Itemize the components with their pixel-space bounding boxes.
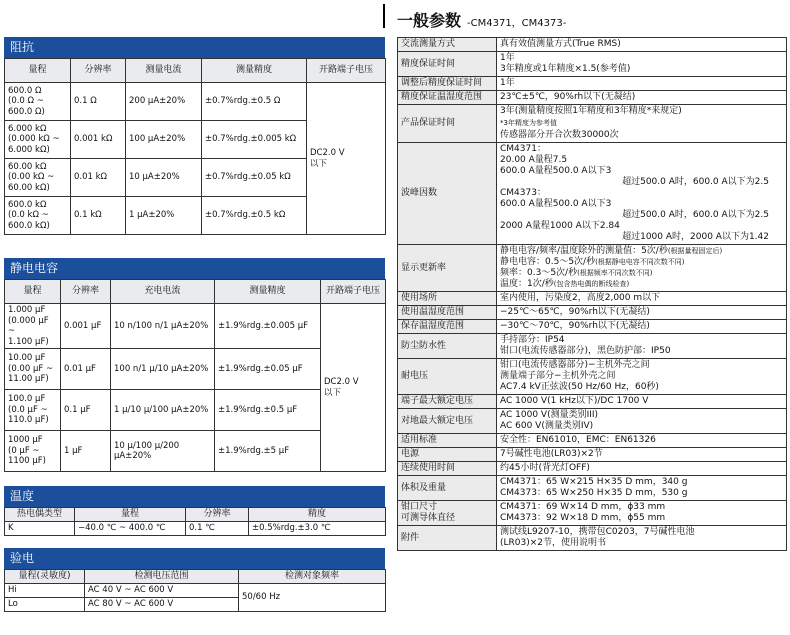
capacitance-section-title: 静电电容	[4, 258, 385, 279]
spec-row: 显示更新率 静电电容/频率/温度除外的测量值：5次/秒(根据量程固定后) 静电电容：0.5～5次/秒(根据静电电容不同次数不同) 频率：0.3～5次/秒(根据频率不同次数不同) 温度：1次/秒(包含热电偶的断线检查)	[398, 245, 787, 292]
col-open-voltage: 开路端子电压	[307, 59, 386, 83]
temperature-table: 热电偶类型 量程 分辨率 精度 K −40.0 ℃ ~ 400.0 ℃ 0.1 ℃ ±0.5%rdg.±3.0 ℃	[4, 507, 386, 536]
col-accuracy: 测量精度	[202, 59, 307, 83]
col-resolution: 分辨率	[71, 59, 126, 83]
spec-row: 精度保证时间 1年 3年精度或1年精度×1.5(参考值)	[398, 52, 787, 77]
spec-row: 波峰因数 CM4371： 20.00 A量程7.5 600.0 A量程500.0 A以下3 超过500.0 A时，600.0 A以下为2.5 CM4373： 600.0 A量程500.0 A以下3 超过500.0 A时，600.0 A以下为2.5 2000 A量程1000 A以下2.84 超过1000 A时，2000 A以下为1.42	[398, 143, 787, 245]
spec-row: 调整后精度保证时间 1年	[398, 77, 787, 91]
table-row: 600.0 Ω (0.0 Ω ~ 600.0 Ω) 0.1 Ω 200 μA±20% ±0.7%rdg.±0.5 Ω DC2.0 V 以下	[5, 83, 386, 121]
spec-row: 附件 测试线L9207-10，携带包C0203，7号碱性电池 (LR03)×2节，使用说明书	[398, 526, 787, 551]
resistance-table	[4, 58, 386, 235]
voltage-detect-section-title: 验电	[4, 548, 385, 569]
spec-row: 适用标准 安全性：EN61010，EMC：EN61326	[398, 434, 787, 448]
spec-row: 保存温湿度范围 −30℃～70℃，90%rh以下(无凝结)	[398, 320, 787, 334]
resistance-section-title: 阻抗	[4, 37, 385, 58]
table-row: 6.000 kΩ (0.000 kΩ ~ 6.000 kΩ) 0.001 kΩ 100 μA±20% ±0.7%rdg.±0.005 kΩ	[5, 121, 386, 159]
spec-row: 使用场所 室内使用，污染度2，高度2,000 m以下	[398, 292, 787, 306]
col-current: 测量电流	[126, 59, 202, 83]
table-row: 1000 μF (0 μF ~ 1100 μF) 1 μF 10 μ/100 μ/200 μA±20% ±1.9%rdg.±5 μF	[5, 431, 386, 472]
page-title: 一般参数 -CM4371，CM4373-	[397, 11, 567, 30]
voltage-detect-table: 量程(灵敏度) 检测电压范围 检测对象频率 Hi AC 40 V ~ AC 600 V 50/60 Hz Lo AC 80 V ~ AC 600 V	[4, 569, 386, 612]
general-spec-table	[397, 37, 787, 551]
col-range: 量程	[5, 59, 71, 83]
spec-row: 体积及重量 CM4371：65 W×215 H×35 D mm，340 g CM4373：65 W×250 H×35 D mm，530 g	[398, 476, 787, 501]
spec-row: 端子最大额定电压 AC 1000 V(1 kHz以下)/DC 1700 V	[398, 395, 787, 409]
spec-row: 精度保证温湿度范围 23℃±5℃，90%rh以下(无凝结)	[398, 91, 787, 105]
table-row: K −40.0 ℃ ~ 400.0 ℃ 0.1 ℃ ±0.5%rdg.±3.0 ℃	[5, 522, 386, 536]
table-row: 60.00 kΩ (0.00 kΩ ~ 60.00 kΩ) 0.01 kΩ 10 μA±20% ±0.7%rdg.±0.05 kΩ	[5, 159, 386, 197]
table-row: Lo AC 80 V ~ AC 600 V	[5, 598, 386, 612]
capacitance-table: 量程 分辨率 充电电流 测量精度 开路端子电压 1.000 μF (0.000 μF ~ 1.100 μF) 0.001 μF 10 n/100 n/1 μA±20% ±1.9%rdg.±0.005 μF DC2.0 V 以下 10.00 μF (0.00 μF ~ 11.00 μF) 0.01 μF 100 n/1 μ/10 μA±20% ±1.9%rdg.±0.05 μF 100.0 μF (0.0 μF ~ 110.0 μF) 0.1 μF 1 μ/10 μ/100 μA±20% ±1.9%rdg.±0.5 μF 1000 μF (0 μF ~ 1100 μF) 1 μF 10 μ/100 μ/200 μA±20% ±1.9%rdg.±5 μF	[4, 279, 386, 472]
spec-row: 连续使用时间 约45小时(背光灯OFF)	[398, 462, 787, 476]
open-voltage-cell: DC2.0 V 以下	[321, 304, 386, 472]
freq-cell: 50/60 Hz	[239, 584, 386, 612]
table-row: 600.0 kΩ (0.0 kΩ ~ 600.0 kΩ) 0.1 kΩ 1 μA±20% ±0.7%rdg.±0.5 kΩ	[5, 197, 386, 235]
divider	[383, 4, 385, 28]
open-voltage-cell: DC2.0 V 以下	[307, 83, 386, 235]
spec-row: 交流测量方式 真有效值测量方式(True RMS)	[398, 38, 787, 52]
spec-row: 防尘防水性 手持部分：IP54 钳口(电流传感器部分)，黑色防护部：IP50	[398, 334, 787, 359]
table-row: Hi AC 40 V ~ AC 600 V 50/60 Hz	[5, 584, 386, 598]
spec-row: 使用温湿度范围 −25℃～65℃，90%rh以下(无凝结)	[398, 306, 787, 320]
spec-row: 对地最大额定电压 AC 1000 V(测量类别III) AC 600 V(测量类别IV)	[398, 409, 787, 434]
spec-row: 电源 7号碱性电池(LR03)×2节	[398, 448, 787, 462]
spec-row: 耐电压 钳口(电流传感器部分)−主机外壳之间 测量端子部分−主机外壳之间 AC7.4 kV正弦波(50 Hz/60 Hz，60秒)	[398, 359, 787, 395]
table-row: 100.0 μF (0.0 μF ~ 110.0 μF) 0.1 μF 1 μ/10 μ/100 μA±20% ±1.9%rdg.±0.5 μF	[5, 390, 386, 431]
spec-row: 钳口尺寸 可测导体直径 CM4371：69 W×14 D mm，ϕ33 mm CM4373：92 W×18 D mm，ϕ55 mm	[398, 501, 787, 526]
temperature-section-title: 温度	[4, 486, 385, 507]
spec-row: 产品保证时间 3年(测量精度按照1年精度和3年精度*来规定) *3年精度为参考值 传感器部分开合次数30000次	[398, 105, 787, 143]
table-row: 1.000 μF (0.000 μF ~ 1.100 μF) 0.001 μF 10 n/100 n/1 μA±20% ±1.9%rdg.±0.005 μF DC2.0 V 以下	[5, 304, 386, 349]
table-row: 10.00 μF (0.00 μF ~ 11.00 μF) 0.01 μF 100 n/1 μ/10 μA±20% ±1.9%rdg.±0.05 μF	[5, 349, 386, 390]
